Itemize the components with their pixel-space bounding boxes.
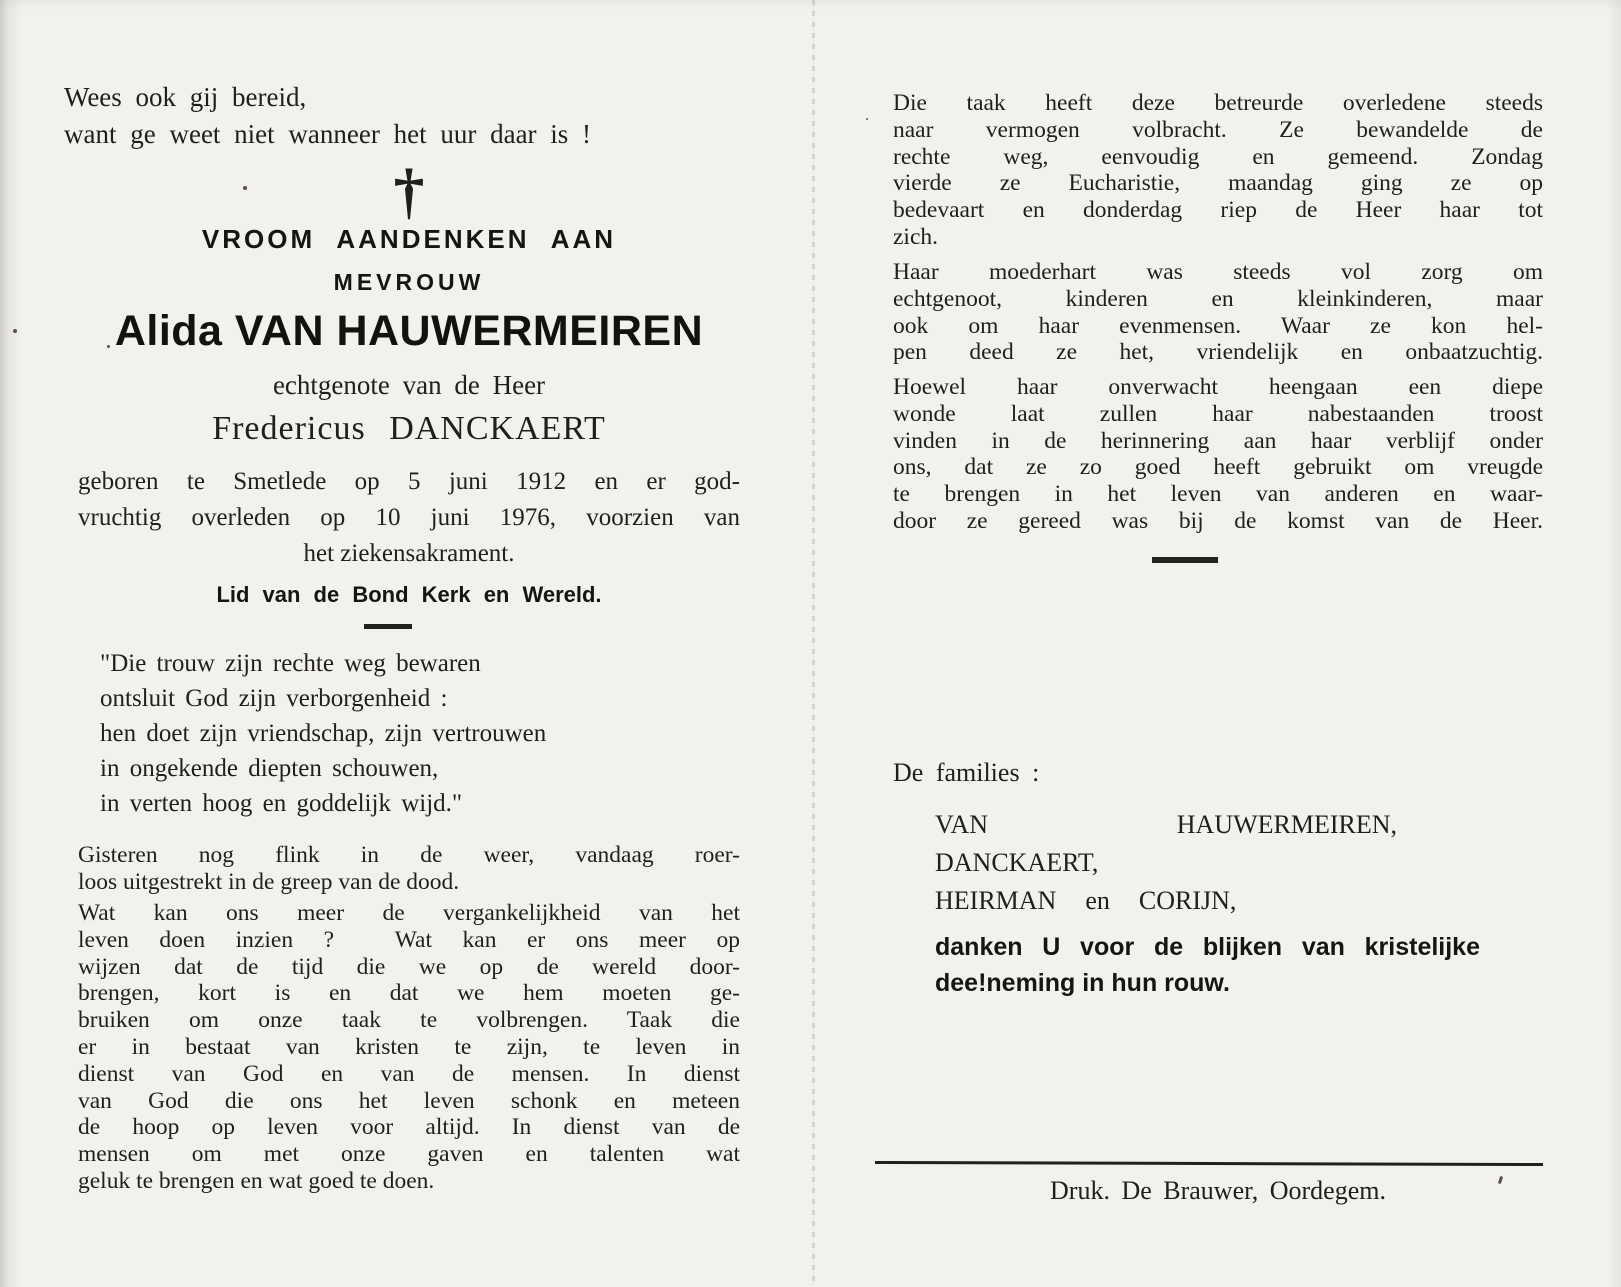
right-paragraph-3	[893, 374, 1543, 535]
text-line: hen doet zijn vriendschap, zijn vertrouwen	[100, 720, 547, 747]
text-line: zich.	[893, 223, 939, 250]
right-paragraph-1	[893, 90, 1543, 251]
membership-line: Lid van de Bond Kerk en Wereld.	[216, 582, 602, 607]
text-line: vinden in de herinnering aan haar verblijf onder	[893, 427, 1543, 454]
text-line: dee!neming in hun rouw.	[935, 969, 1230, 997]
text-line: het ziekensakrament.	[303, 540, 515, 567]
spouse-name: Fredericus DANCKAERT	[212, 410, 606, 447]
thanks-message	[935, 929, 1480, 1001]
text-line: rechte weg, eenvoudig en gemeend. Zondag	[893, 143, 1543, 170]
text-line: brengen, kort is en dat we hem moeten ge-	[78, 980, 740, 1007]
text-line: HEIRMAN en CORIJN,	[935, 886, 1237, 915]
section-divider-dash	[364, 624, 412, 629]
text-line: er in bestaat van kristen te zijn, te leven in	[78, 1033, 740, 1060]
text-line: want ge weet niet wanneer het uur daar is !	[64, 119, 592, 149]
text-line: ons, dat ze zo goed heeft gebruikt om vreugde	[893, 454, 1543, 481]
printer-divider-rule	[875, 1161, 1543, 1166]
text-line: leven doen inzien ? Wat kan er ons meer op	[78, 926, 740, 953]
text-line: VAN HAUWERMEIREN, DANCKAERT,	[935, 810, 1426, 877]
text-line: wijzen dat de tijd die we op de wereld door-	[78, 953, 740, 980]
memorial-heading: VROOM AANDENKEN AAN	[201, 224, 617, 254]
text-line: danken U voor de blijken van kristelijke	[935, 933, 1480, 961]
printer-credit: Druk. De Brauwer, Oordegem.	[1050, 1176, 1386, 1205]
text-line: ontsluit God zijn verborgenheid :	[100, 685, 448, 712]
cross-icon: †	[393, 158, 425, 226]
text-line: Haar moederhart was steeds vol zorg om	[893, 259, 1543, 285]
text-line: "Die trouw zijn rechte weg bewaren	[100, 650, 481, 677]
right-paragraph-2	[893, 259, 1543, 366]
text-line: in ongekende diepten schouwen,	[100, 755, 439, 782]
intro-verse	[64, 79, 754, 153]
text-line: Wees ook gij bereid,	[64, 82, 307, 112]
left-paragraph-1	[78, 842, 740, 896]
deceased-name: Alida VAN HAUWERMEIREN	[114, 307, 704, 355]
text-line: geluk te brengen en wat goed te doen.	[78, 1167, 435, 1194]
text-line: de hoop op leven voor altijd. In dienst van de	[78, 1114, 740, 1141]
text-line: geboren te Smetlede op 5 juni 1912 en er god-	[78, 468, 740, 495]
title-heading: MEVROUW	[333, 269, 485, 295]
left-paragraph-2	[78, 900, 740, 1195]
birth-death-details	[78, 464, 740, 572]
text-line: dienst van God en van de mensen. In dienst	[78, 1060, 740, 1087]
text-line: echtgenoot, kinderen en kleinkinderen, maar	[893, 285, 1543, 312]
text-line: door ze gereed was bij de komst van de Heer.	[893, 507, 1543, 534]
text-line: loos uitgestrekt in de greep van de dood.	[78, 868, 460, 895]
text-line: bruiken om onze taak te volbrengen. Taak die	[78, 1007, 740, 1034]
text-line: Hoewel haar onverwacht heengaan een diepe	[893, 374, 1543, 400]
scan-speck	[13, 329, 17, 333]
text-line: bedevaart en donderdag riep de Heer haar tot	[893, 197, 1543, 224]
scripture-quote	[100, 646, 700, 821]
scan-speck	[866, 118, 868, 120]
text-line: vierde ze Eucharistie, maandag ging ze op	[893, 170, 1543, 197]
text-line: vruchtig overleden op 10 juni 1976, voorzien van	[78, 504, 740, 531]
text-line: van God die ons het leven schonk en meteen	[78, 1087, 740, 1114]
text-line: naar vermogen volbracht. Ze bewandelde de	[893, 116, 1543, 143]
text-line: Wat kan ons meer de vergankelijkheid van het	[78, 900, 740, 926]
text-line: pen deed ze het, vriendelijk en onbaatzuchtig.	[893, 339, 1543, 366]
card-fold-line	[812, 0, 815, 1287]
text-line: wonde laat zullen haar nabestaanden troost	[893, 400, 1543, 427]
spouse-prefix: echtgenote van de Heer	[272, 370, 546, 400]
text-line: in verten hoog en goddelijk wijd."	[100, 790, 463, 817]
text-line: ook om haar evenmensen. Waar ze kon hel-	[893, 312, 1543, 339]
text-line: Gisteren nog flink in de weer, vandaag roer-	[78, 842, 740, 868]
section-divider-dash	[1152, 557, 1218, 563]
family-names	[935, 806, 1426, 920]
text-line: te brengen in het leven van anderen en waar-	[893, 481, 1543, 508]
text-line: Die taak heeft deze betreurde overledene steeds	[893, 90, 1543, 116]
text-line: mensen om met onze gaven en talenten wat	[78, 1141, 740, 1168]
families-label: De families :	[893, 758, 1040, 787]
